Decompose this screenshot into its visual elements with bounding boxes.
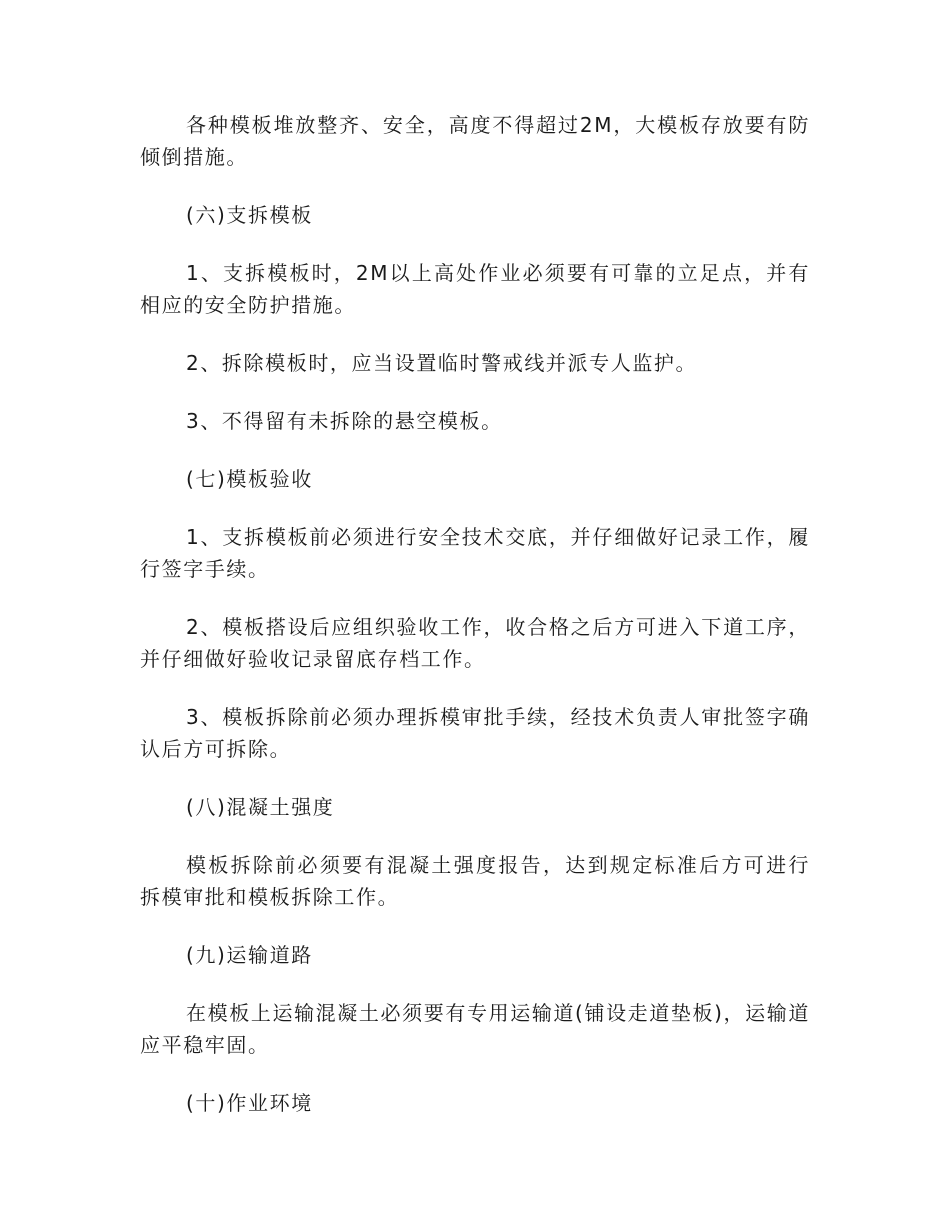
paragraph-8-1: 模板拆除前必须要有混凝土强度报告，达到规定标准后方可进行拆模审批和模板拆除工作。 bbox=[140, 853, 810, 909]
section-heading-8: (八)混凝土强度 bbox=[186, 795, 335, 819]
paragraph-6-3: 3、不得留有未拆除的悬空模板。 bbox=[186, 409, 503, 433]
section-heading-9: (九)运输道路 bbox=[186, 943, 313, 967]
document-body bbox=[140, 109, 810, 1145]
paragraph-6-1: 1、支拆模板时，2M以上高处作业必须要有可靠的立足点，并有相应的安全防护措施。 bbox=[140, 261, 810, 317]
section-heading-10: (十)作业环境 bbox=[186, 1091, 313, 1115]
paragraph-template-storage: 各种模板堆放整齐、安全，高度不得超过2M，大模板存放要有防倾倒措施。 bbox=[140, 113, 810, 169]
paragraph-6-2: 2、拆除模板时，应当设置临时警戒线并派专人监护。 bbox=[186, 351, 698, 375]
section-heading-7: (七)模板验收 bbox=[186, 467, 313, 491]
section-heading-6: (六)支拆模板 bbox=[186, 203, 313, 227]
paragraph-7-2: 2、模板搭设后应组织验收工作，收合格之后方可进入下道工序，并仔细做好验收记录留底存档工作。 bbox=[140, 615, 810, 671]
paragraph-7-1: 1、支拆模板前必须进行安全技术交底，并仔细做好记录工作，履行签字手续。 bbox=[140, 525, 810, 581]
paragraph-7-3: 3、模板拆除前必须办理拆模审批手续，经技术负责人审批签字确认后方可拆除。 bbox=[140, 705, 810, 761]
paragraph-9-1: 在模板上运输混凝土必须要有专用运输道(铺设走道垫板)，运输道应平稳牢固。 bbox=[140, 1001, 810, 1057]
